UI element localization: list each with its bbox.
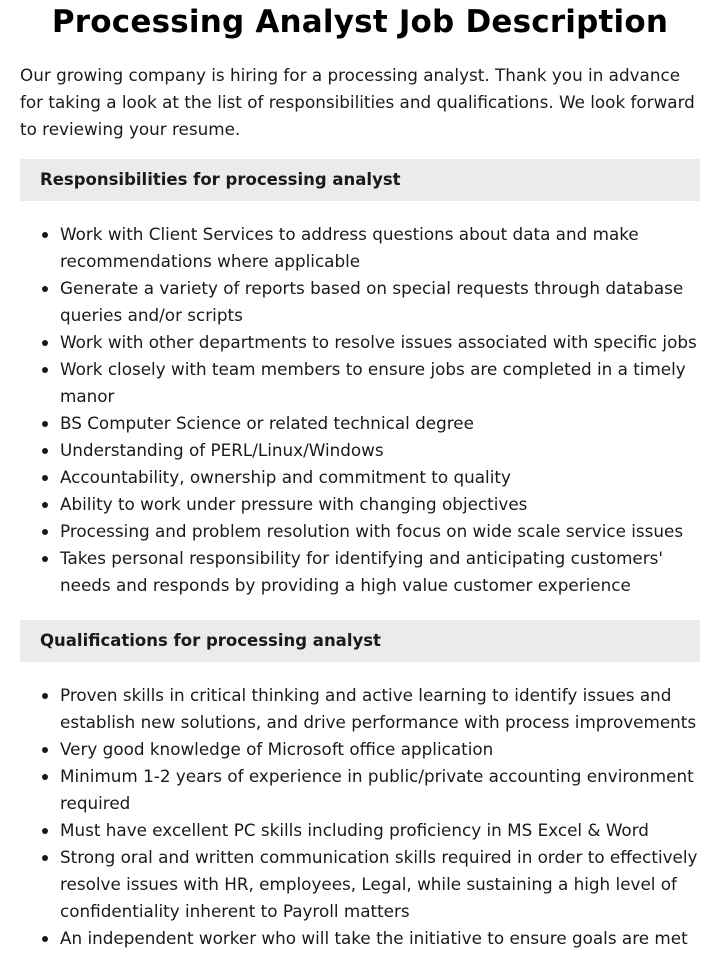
bullet-icon: [42, 828, 48, 834]
bullet-icon: [42, 556, 48, 562]
responsibilities-list: [20, 221, 700, 599]
section-spacer: [20, 599, 700, 604]
bullet-icon: [42, 421, 48, 427]
bullet-icon: [42, 367, 48, 373]
list-item: Generate a variety of reports based on special requests through database queries and/or scripts: [20, 275, 700, 329]
list-item: Work with other departments to resolve issues associated with specific jobs: [20, 329, 700, 356]
bullet-icon: [42, 774, 48, 780]
list-item: Processing and problem resolution with focus on wide scale service issues: [20, 518, 700, 545]
page-title: Processing Analyst Job Description: [51, 4, 669, 40]
qualifications-heading: Qualifications for processing analyst: [20, 620, 700, 662]
bullet-icon: [42, 855, 48, 861]
list-item: Work with Client Services to address questions about data and make recommendations where applicable: [20, 221, 700, 275]
bullet-icon: [42, 936, 48, 942]
qualifications-list: [20, 682, 700, 952]
list-item: Minimum 1-2 years of experience in public/private accounting environment required: [20, 763, 700, 817]
bullet-icon: [42, 693, 48, 699]
bullet-icon: [42, 286, 48, 292]
bullet-icon: [42, 340, 48, 346]
list-item: Proven skills in critical thinking and active learning to identify issues and establish new solutions, and drive performance with process improvements: [20, 682, 700, 736]
bullet-icon: [42, 529, 48, 535]
bullet-icon: [42, 475, 48, 481]
list-item: Takes personal responsibility for identifying and anticipating customers' needs and responds by providing a high value customer experience: [20, 545, 700, 599]
intro-paragraph: Our growing company is hiring for a processing analyst. Thank you in advance for taking a look at the list of responsibilities and qualifications. We look forward to reviewing your resume.: [20, 65, 695, 139]
list-item: Work closely with team members to ensure jobs are completed in a timely manor: [20, 356, 700, 410]
list-item: Ability to work under pressure with changing objectives: [20, 491, 700, 518]
bullet-icon: [42, 232, 48, 238]
bullet-icon: [42, 747, 48, 753]
list-item: BS Computer Science or related technical degree: [20, 410, 700, 437]
list-item: An independent worker who will take the initiative to ensure goals are met: [20, 925, 700, 952]
responsibilities-heading: Responsibilities for processing analyst: [20, 159, 700, 201]
bullet-icon: [42, 502, 48, 508]
list-item: Very good knowledge of Microsoft office application: [20, 736, 700, 763]
list-item: Accountability, ownership and commitment to quality: [20, 464, 700, 491]
list-item: Strong oral and written communication skills required in order to effectively resolve issues with HR, employees, Legal, while sustaining a high level of confidentiality inherent to Payroll matters: [20, 844, 700, 925]
bullet-icon: [42, 448, 48, 454]
list-item: Understanding of PERL/Linux/Windows: [20, 437, 700, 464]
list-item: Must have excellent PC skills including proficiency in MS Excel & Word: [20, 817, 700, 844]
